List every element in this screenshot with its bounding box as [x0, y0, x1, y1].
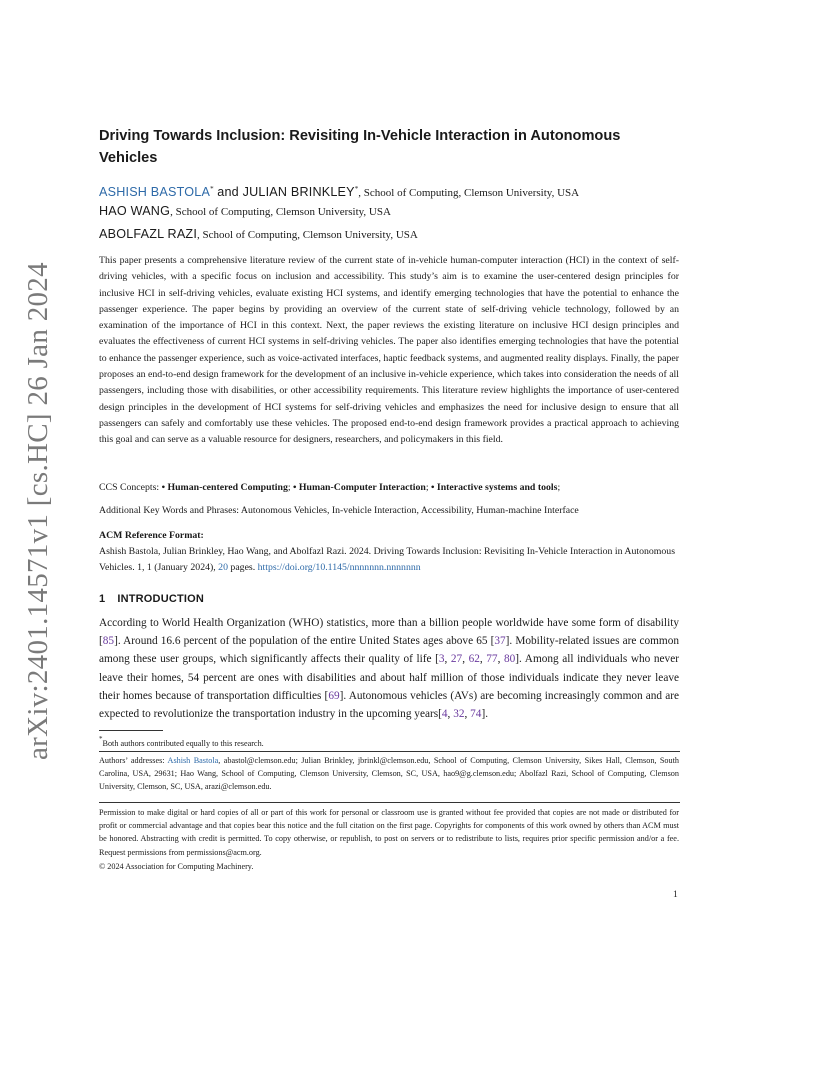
citation-link[interactable]: 3	[438, 653, 445, 666]
citation-link[interactable]: 74	[470, 708, 482, 721]
doi-link[interactable]: https://doi.org/10.1145/nnnnnnn.nnnnnnn	[257, 562, 421, 573]
acm-reference-heading: ACM Reference Format:	[99, 530, 204, 541]
author-conjunction: and	[213, 185, 243, 199]
ccs-concept: • Human-Computer Interaction	[293, 482, 426, 493]
arxiv-identifier: arXiv:2401.14571v1 [cs.HC] 26 Jan 2024	[22, 262, 54, 760]
citation-link[interactable]: 69	[328, 689, 340, 702]
citation-link[interactable]: 32	[453, 708, 465, 721]
abstract: This paper presents a comprehensive literature review of the current state of in-vehicle human-computer interaction (HCI) in the context of self-driving vehicles, with a specific focus on inclusion and accessibility. This study’s aim is to examine the user-centered design principles for inclusive HCI in self-driving vehicles, evaluate existing HCI systems, and identify emerging technologies that have the potential to enhance the passenger experience. The paper begins by providing an overview of the current state of self-driving vehicle technology, followed by an examination of the importance of HCI in this context. Next, the paper reviews the existing literature on inclusive HCI design principles and evaluates the effectiveness of current HCI systems in self-driving vehicles. The paper also identifies emerging technologies that have the potential to enhance the passenger experience, such as voice-activated interfaces, haptic feedback systems, and augmented reality displays. Finally, the paper proposes an end-to-end design framework for the development of an inclusive in-vehicle experience, which takes into consideration the needs of all passengers, including those with disabilities, or other accessibility requirements. This literature review highlights the importance of user-centered design principles in the development of HCI systems for self-driving vehicles and emphasizes the need for inclusive design to ensure that all passengers can safely and comfortably use these vehicles. The proposed end-to-end design framework provides a practical approach to achieving this goal and can serve as a valuable resource for designers, researchers, and policymakers in this field.	[99, 255, 679, 446]
author-link-bastola[interactable]: ASHISH BASTOLA	[99, 185, 211, 199]
author-address-link[interactable]: Ashish Bastola	[167, 756, 219, 765]
section-heading	[99, 593, 679, 605]
citation-link[interactable]: 80	[503, 653, 516, 666]
author-line-1	[99, 181, 679, 201]
permission-notice: Permission to make digital or hard copies of all or part of this work for personal or classroom use is granted without fee provided that copies are not made or distributed for profit or commercial advantage and that copies bear this notice and the full citation on the first page. Copyrights for components of this work owned by others than ACM must be honored. Abstracting with credit is permitted. To copy otherwise, or republish, to post on servers or to redistribute to lists, requires prior specific permission and/or a fee. Request permissions from permissions@acm.org.	[99, 808, 679, 857]
page-number: 1	[673, 890, 678, 900]
section-title: INTRODUCTION	[117, 593, 205, 605]
equal-contribution-mark: *	[210, 185, 214, 193]
ccs-concepts: CCS Concepts: • Human-centered Computing; • Human-Computer Interaction; • Interactive systems and tools;	[99, 482, 561, 493]
author-affiliation: , School of Computing, Clemson University, USA	[197, 229, 418, 241]
divider	[99, 751, 680, 752]
citation-link[interactable]: 37	[494, 635, 506, 648]
author-wang: HAO WANG	[99, 204, 171, 218]
footnote-mark: *	[99, 735, 103, 743]
copyright-notice: © 2024 Association for Computing Machinery.	[99, 862, 254, 871]
footnote: *Both authors contributed equally to this research.	[99, 735, 264, 748]
citation-link[interactable]: 27	[450, 653, 463, 666]
footnote-rule	[99, 730, 163, 731]
section-number: 1	[99, 593, 106, 605]
paper-title: Driving Towards Inclusion: Revisiting In-Vehicle Interaction in Autonomous Vehicles	[99, 128, 621, 166]
ccs-concept: • Human-centered Computing	[161, 482, 288, 493]
authors-addresses: Authors’ addresses: Ashish Bastola, abastol@clemson.edu; Julian Brinkley, jbrinkl@clemson.edu, School of Computing, Clemson University, Sikes Hall, Clemson, South Carolina, USA, 29631; Hao Wang, School of Computing, Clemson University, Clemson, SC, USA, hao9@g.clemson.edu; Abolfazl Razi, School of Computing, Clemson University, Clemson, SC, USA, arazi@clemson.edu.	[99, 756, 679, 792]
citation-link[interactable]: 4	[441, 708, 448, 721]
acm-reference-text: Ashish Bastola, Julian Brinkley, Hao Wang, and Abolfazl Razi. 2024. Driving Towards Inclusion: Revisiting In-Vehicle Interaction in Autonomous Vehicles. 1, 1 (January 2024), 20 pages. https://doi.org/10.1145/nnnnnnn.nnnnnnn	[99, 546, 676, 573]
ccs-label: CCS Concepts:	[99, 482, 162, 493]
author-line-2	[99, 203, 679, 220]
equal-contribution-mark: *	[354, 185, 359, 193]
author-razi: ABOLFAZL RAZI	[99, 227, 198, 241]
pages-link[interactable]: 20	[218, 562, 228, 573]
author-line-3	[99, 226, 679, 243]
citation-link[interactable]: 77	[486, 653, 498, 666]
citation-link[interactable]: 62	[468, 653, 480, 666]
divider	[99, 802, 680, 803]
author-affiliation: , School of Computing, Clemson University, USA	[170, 206, 391, 218]
author-brinkley: JULIAN BRINKLEY	[242, 185, 355, 199]
citation-link[interactable]: 85	[102, 635, 115, 648]
introduction-paragraph: According to World Health Organization (WHO) statistics, more than a billion people worldwide have some form of disability [85]. Around 16.6 percent of the population of the entire United States ages above 65 [37]. Mobility-related issues are common among these user groups, which significantly affects their quality of life [3, 27, 62, 77, 80]. Among all individuals who never leave their homes, 54 percent are ones with disabilities and about half million of those individuals indicate they never leave their homes because of transportation difficulties [69]. Autonomous vehicles (AVs) are becoming increasingly common and are expected to revolutionize the transportation industry in the upcoming years[4, 32, 74].	[99, 617, 679, 721]
author-affiliation: , School of Computing, Clemson University, USA	[358, 187, 580, 199]
keywords: Additional Key Words and Phrases: Autonomous Vehicles, In-vehicle Interaction, Accessibility, Human-machine Interface	[99, 505, 579, 516]
ccs-concept: • Interactive systems and tools	[431, 482, 558, 493]
